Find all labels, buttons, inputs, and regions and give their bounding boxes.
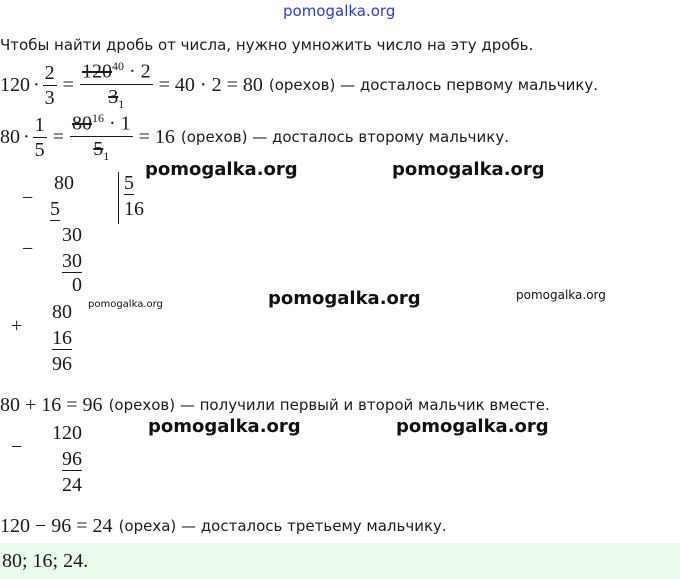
addition-sum: 96 bbox=[52, 353, 72, 375]
eq3-description: (орехов) — получили первый и второй мальчик вместе. bbox=[108, 396, 550, 414]
equation-line-1 bbox=[0, 58, 598, 112]
eq3-expression: 80 + 16 = 96 bbox=[0, 394, 103, 416]
eq2-dot: · bbox=[23, 126, 30, 148]
eq1-fraction-den: 3 bbox=[44, 86, 55, 109]
eq2-sup-16: 16 bbox=[91, 111, 104, 126]
division-subtrahend-1-text: 5 bbox=[50, 198, 60, 220]
watermark-1: pomogalka.org bbox=[145, 159, 298, 180]
watermark-top: pomogalka.org bbox=[283, 2, 396, 20]
subtraction-minuend: 120 bbox=[52, 422, 82, 444]
watermark-2: pomogalka.org bbox=[392, 159, 545, 180]
eq2-equals: = bbox=[52, 126, 64, 148]
division-divisor bbox=[124, 172, 146, 195]
equation-line-4 bbox=[0, 515, 447, 537]
eq1-fraction-num: 2 bbox=[44, 61, 55, 84]
eq2-times-1: · 1 bbox=[103, 112, 131, 135]
division-minus-1: − bbox=[22, 187, 34, 209]
addition-term-2-text: 16 bbox=[52, 327, 72, 349]
eq2-sub-1: 1 bbox=[103, 148, 110, 163]
eq1-fraction bbox=[43, 61, 57, 110]
eq1-reduced-num bbox=[80, 54, 153, 85]
answer-box bbox=[0, 543, 680, 579]
watermark-small-2: pomogalka.org bbox=[516, 288, 606, 302]
subtraction-minus: − bbox=[11, 436, 23, 458]
eq2-fraction-num: 1 bbox=[34, 113, 45, 136]
subtraction-subtrahend bbox=[46, 448, 82, 471]
subtraction-difference: 24 bbox=[62, 474, 82, 496]
eq2-number: 80 bbox=[0, 126, 20, 148]
subtraction-subtrahend-text: 96 bbox=[62, 448, 82, 470]
division-subtrahend-2-text: 30 bbox=[62, 250, 82, 272]
eq1-number: 120 bbox=[0, 74, 30, 96]
equation-line-2 bbox=[0, 110, 509, 164]
eq1-dot: · bbox=[33, 74, 40, 96]
eq2-fraction-den: 5 bbox=[34, 138, 45, 161]
eq2-reduced-den bbox=[93, 137, 109, 168]
equation-line-3 bbox=[0, 394, 550, 416]
watermark-3: pomogalka.org bbox=[268, 288, 421, 309]
eq2-reduced-num bbox=[70, 106, 133, 137]
eq4-expression: 120 − 96 = 24 bbox=[0, 515, 113, 537]
eq2-description: (орехов) — досталось второму мальчику. bbox=[180, 128, 509, 146]
division-divisor-text: 5 bbox=[124, 172, 134, 194]
eq2-fraction bbox=[33, 113, 47, 162]
eq4-description: (ореха) — досталось третьему мальчику. bbox=[118, 517, 447, 535]
eq1-crossed-3: 3 bbox=[108, 85, 119, 108]
eq1-sub-1: 1 bbox=[118, 96, 125, 111]
intro-text: Чтобы найти дробь от числа, нужно умножить число на эту дробь. bbox=[0, 36, 534, 54]
eq1-sup-40: 40 bbox=[111, 59, 124, 74]
division-quotient: 16 bbox=[124, 198, 144, 220]
division-bracket bbox=[118, 172, 119, 224]
eq2-reduced-fraction bbox=[70, 106, 133, 168]
watermark-4: pomogalka.org bbox=[148, 416, 301, 437]
division-subtrahend-1 bbox=[48, 198, 60, 221]
division-remainder-1: 30 bbox=[62, 224, 82, 246]
eq1-times-2: · 2 bbox=[123, 60, 151, 83]
addition-term-1: 80 bbox=[52, 301, 72, 323]
eq1-description: (орехов) — досталось первому мальчику. bbox=[268, 76, 599, 94]
watermark-small-1: pomogalka.org bbox=[88, 299, 163, 310]
division-minus-2: − bbox=[22, 238, 34, 260]
eq1-result: = 40 · 2 = 80 bbox=[158, 74, 263, 96]
addition-plus: + bbox=[11, 315, 23, 337]
eq2-crossed-80: 80 bbox=[71, 112, 92, 135]
division-dividend: 80 bbox=[54, 172, 74, 194]
eq1-equals: = bbox=[62, 74, 74, 96]
eq2-result: = 16 bbox=[138, 126, 175, 148]
eq2-crossed-5: 5 bbox=[93, 137, 104, 160]
watermark-5: pomogalka.org bbox=[396, 416, 549, 437]
division-remainder-final: 0 bbox=[72, 274, 82, 296]
division-subtrahend-2 bbox=[56, 250, 82, 273]
answer-text: 80; 16; 24. bbox=[2, 550, 89, 572]
eq1-crossed-120: 120 bbox=[81, 60, 112, 83]
addition-term-2 bbox=[46, 327, 72, 350]
